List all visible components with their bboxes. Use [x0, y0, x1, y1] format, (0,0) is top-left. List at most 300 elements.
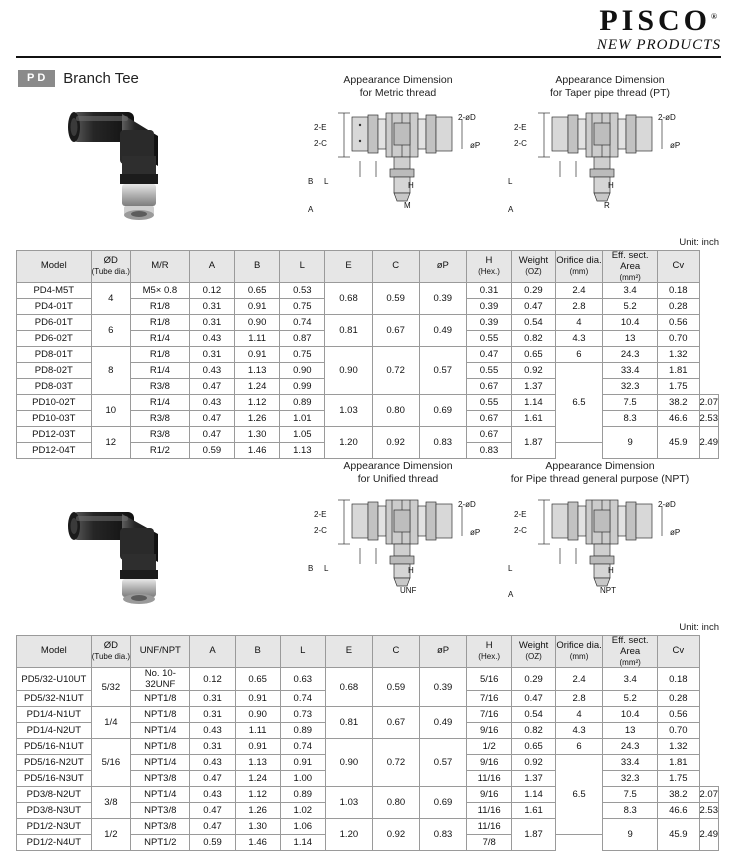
label-A: A	[508, 205, 514, 214]
cell-a: 0.12	[190, 668, 235, 691]
cell-h: 5/16	[467, 668, 512, 691]
cell-thread: R1/4	[130, 363, 189, 379]
unit-label-1: Unit: inch	[679, 237, 719, 248]
cell-model: PD5/16-N1UT	[17, 739, 92, 755]
label-L: L	[508, 177, 513, 186]
cell-b: 1.13	[235, 363, 280, 379]
cell-l: 0.89	[280, 723, 325, 739]
cell-a: 0.43	[189, 395, 234, 411]
table-row	[17, 347, 719, 363]
cell-h: 0.55	[466, 363, 511, 379]
label-2E: 2-E	[514, 123, 527, 132]
label-L: L	[508, 564, 513, 573]
cell-model: PD5/16-N3UT	[17, 771, 92, 787]
th-eff: Eff. sect. Area (mm²)	[603, 251, 658, 283]
cell-h: 7/16	[467, 707, 512, 723]
cell-model: PD4-01T	[17, 299, 92, 315]
th-unf-npt: UNF/NPT	[131, 636, 190, 668]
cell-model: PD4-M5T	[17, 283, 92, 299]
cell-h: 7/16	[467, 691, 512, 707]
cell-b: 0.91	[235, 691, 280, 707]
cell-a: 0.43	[190, 787, 235, 803]
cell-orifice: 2.4	[555, 668, 602, 691]
cell-e: 0.68	[325, 283, 372, 315]
cell-op: 0.49	[419, 707, 466, 739]
cell-weight: 0.82	[512, 723, 556, 739]
cell-weight: 0.47	[512, 691, 556, 707]
cell-weight: 0.29	[512, 283, 556, 299]
cell-thread: NPT1/4	[131, 787, 190, 803]
cell-h: 9/16	[467, 723, 512, 739]
cell-weight: 0.29	[512, 668, 556, 691]
cell-eff-area: 38.2	[658, 787, 699, 803]
cell-b: 1.12	[235, 395, 280, 411]
table-row	[17, 315, 719, 331]
cell-model: PD12-03T	[17, 427, 92, 443]
table-row	[17, 283, 719, 299]
cell-op: 0.69	[419, 787, 466, 819]
cell-model: PD6-01T	[17, 315, 92, 331]
cell-orifice: 8.3	[603, 411, 658, 427]
cell-c: 0.72	[372, 347, 419, 395]
drawing-npt	[508, 492, 681, 612]
th-weight: Weight (OZ)	[512, 251, 556, 283]
label-R: R	[604, 201, 610, 210]
label-2C: 2-C	[514, 139, 527, 148]
cell-l: 0.74	[280, 739, 325, 755]
cell-l: 1.01	[280, 411, 325, 427]
cell-h: 0.47	[466, 347, 511, 363]
cell-l: 1.06	[280, 819, 325, 835]
cell-eff-area: 5.2	[603, 299, 658, 315]
label-H: H	[608, 566, 614, 575]
cell-thread: R1/2	[130, 443, 189, 459]
label-UNF: UNF	[400, 586, 417, 595]
cell-l: 1.00	[280, 771, 325, 787]
drawing-pt	[508, 105, 681, 230]
cell-eff-area: 10.4	[603, 315, 658, 331]
label-L: L	[324, 177, 329, 186]
cell-l: 1.02	[280, 803, 325, 819]
section-tag: PD	[18, 70, 55, 87]
label-H: H	[608, 181, 614, 190]
cell-b: 1.11	[235, 723, 280, 739]
cell-model: PD5/32-U10UT	[17, 668, 92, 691]
cell-e: 1.03	[325, 395, 372, 427]
label-L: L	[324, 564, 329, 573]
cell-a: 0.43	[189, 331, 234, 347]
cell-b: 0.65	[235, 668, 280, 691]
cell-cv: 2.49	[699, 427, 719, 459]
cell-eff-area: 38.2	[658, 395, 699, 411]
label-H: H	[408, 566, 414, 575]
cell-h: 11/16	[467, 771, 512, 787]
cell-thread: R3/8	[130, 427, 189, 443]
cell-eff-area: 24.3	[603, 347, 658, 363]
cell-od: 6	[91, 315, 130, 347]
th-op: øP	[419, 251, 466, 283]
cell-weight: 0.47	[512, 299, 556, 315]
cell-l: 1.13	[280, 443, 325, 459]
caption-line1: Appearance Dimension	[555, 74, 665, 86]
cell-h: 0.67	[466, 427, 511, 443]
cell-a: 0.59	[189, 443, 234, 459]
cell-thread: NPT1/8	[131, 691, 190, 707]
cell-e: 0.90	[325, 739, 372, 787]
cell-orifice: 7.5	[603, 395, 658, 411]
cell-b: 0.90	[235, 315, 280, 331]
th-e: E	[325, 251, 372, 283]
table-row	[17, 819, 719, 835]
cell-thread: NPT3/8	[131, 771, 190, 787]
cell-model: PD10-02T	[17, 395, 92, 411]
cell-l: 0.89	[280, 787, 325, 803]
cell-cv: 2.53	[699, 803, 719, 819]
cell-model: PD1/4-N1UT	[17, 707, 92, 723]
cell-eff-area: 3.4	[603, 283, 658, 299]
th-cv: Cv	[658, 251, 699, 283]
cell-eff-area: 13	[603, 723, 658, 739]
label-2C: 2-C	[314, 139, 327, 148]
label-2oD: 2-øD	[458, 500, 476, 509]
th-weight: Weight (OZ)	[512, 636, 556, 668]
cell-thread: NPT1/8	[131, 739, 190, 755]
cell-eff-area: 32.3	[603, 771, 658, 787]
cell-od: 3/8	[91, 787, 130, 819]
cell-op: 0.57	[419, 739, 466, 787]
cell-a: 0.43	[189, 363, 234, 379]
cell-op: 0.39	[419, 668, 466, 707]
cell-orifice: 4.3	[555, 723, 602, 739]
cell-cv: 2.07	[699, 787, 719, 803]
th-a: A	[189, 251, 234, 283]
cell-a: 0.43	[190, 723, 235, 739]
brand-name: PISCO®	[599, 4, 721, 37]
figure-caption-pt	[505, 74, 715, 100]
cell-orifice: 2.8	[555, 691, 602, 707]
cell-model: PD1/4-N2UT	[17, 723, 92, 739]
cell-model: PD12-04T	[17, 443, 92, 459]
cell-c: 0.72	[372, 739, 419, 787]
unit-label-2: Unit: inch	[679, 622, 719, 633]
cell-eff-area: 13	[603, 331, 658, 347]
cell-e: 1.03	[325, 787, 372, 819]
th-l: L	[280, 636, 325, 668]
cell-eff-area: 24.3	[603, 739, 658, 755]
cell-l: 0.74	[280, 691, 325, 707]
cell-a: 0.47	[189, 379, 234, 395]
drawing-metric	[308, 105, 481, 230]
cell-cv: 0.56	[658, 707, 699, 723]
label-oP: øP	[670, 528, 681, 537]
cell-l: 0.75	[280, 347, 325, 363]
cell-weight: 1.61	[512, 411, 556, 427]
cell-a: 0.43	[190, 755, 235, 771]
cell-cv: 1.81	[658, 363, 699, 379]
brand-subtitle: NEW PRODUCTS	[596, 37, 721, 53]
product-photo-unified	[62, 500, 192, 615]
cell-weight: 0.82	[512, 331, 556, 347]
cell-b: 1.30	[235, 427, 280, 443]
cell-h: 1/2	[467, 739, 512, 755]
table-row	[17, 395, 719, 411]
cell-weight: 0.92	[512, 755, 556, 771]
spec-table-unified	[16, 635, 719, 851]
cell-op: 0.83	[419, 427, 466, 459]
th-eff: Eff. sect. Area (mm²)	[603, 636, 658, 668]
cell-cv: 0.70	[658, 723, 699, 739]
th-b: B	[235, 251, 280, 283]
cell-a: 0.31	[190, 739, 235, 755]
section-name: Branch Tee	[63, 70, 139, 87]
cell-orifice: 8.3	[603, 803, 658, 819]
cell-thread: NPT1/2	[131, 835, 190, 851]
header-divider	[16, 56, 721, 58]
cell-l: 0.87	[280, 331, 325, 347]
cell-eff-area: 32.3	[603, 379, 658, 395]
cell-od: 5/32	[91, 668, 130, 707]
cell-e: 0.81	[325, 707, 372, 739]
th-c: C	[372, 636, 419, 668]
label-B: B	[308, 564, 314, 573]
cell-orifice: 4.3	[555, 331, 602, 347]
label-A: A	[508, 590, 514, 599]
th-od: ØD (Tube dia.)	[91, 251, 130, 283]
label-2E: 2-E	[514, 510, 527, 519]
caption-line2: for Pipe thread general purpose (NPT)	[510, 473, 690, 486]
cell-model: PD8-03T	[17, 379, 92, 395]
cell-orifice: 4	[555, 315, 602, 331]
label-2E: 2-E	[314, 510, 327, 519]
cell-cv: 1.32	[658, 739, 699, 755]
table-row	[17, 739, 719, 755]
cell-thread: NPT1/8	[131, 707, 190, 723]
caption-line1: Appearance Dimension	[343, 460, 453, 472]
cell-c: 0.92	[372, 819, 419, 851]
label-B: B	[308, 177, 314, 186]
cell-weight: 1.37	[512, 379, 556, 395]
cell-weight: 1.14	[512, 395, 556, 411]
th-od: ØD (Tube dia.)	[91, 636, 130, 668]
cell-od: 4	[91, 283, 130, 315]
cell-cv: 0.56	[658, 315, 699, 331]
cell-cv: 0.18	[658, 283, 699, 299]
cell-l: 0.90	[280, 363, 325, 379]
table-row	[17, 668, 719, 691]
cell-h: 0.83	[466, 443, 511, 459]
th-model: Model	[17, 251, 92, 283]
cell-cv: 0.70	[658, 331, 699, 347]
registered-mark: ®	[711, 12, 721, 21]
cell-cv: 1.81	[658, 755, 699, 771]
cell-c: 0.59	[372, 283, 419, 315]
th-mr: M/R	[130, 251, 189, 283]
cell-h: 9/16	[467, 787, 512, 803]
cell-e: 0.81	[325, 315, 372, 347]
label-2C: 2-C	[314, 526, 327, 535]
label-2oD: 2-øD	[458, 113, 476, 122]
cell-eff-area: 45.9	[658, 427, 699, 459]
label-oP: øP	[470, 141, 481, 150]
cell-od: 5/16	[91, 739, 130, 787]
cell-cv: 0.28	[658, 299, 699, 315]
cell-a: 0.47	[190, 803, 235, 819]
cell-c: 0.67	[372, 707, 419, 739]
th-l: L	[280, 251, 325, 283]
label-2E: 2-E	[314, 123, 327, 132]
drawing-unified	[308, 492, 481, 612]
cell-b: 0.91	[235, 347, 280, 363]
cell-thread: NPT1/4	[131, 723, 190, 739]
cell-b: 1.26	[235, 803, 280, 819]
cell-b: 0.90	[235, 707, 280, 723]
cell-od: 1/4	[91, 707, 130, 739]
cell-c: 0.67	[372, 315, 419, 347]
cell-weight: 0.65	[512, 739, 556, 755]
cell-h: 0.67	[466, 379, 511, 395]
th-op: øP	[419, 636, 466, 668]
cell-od: 12	[91, 427, 130, 459]
cell-eff-area: 10.4	[603, 707, 658, 723]
cell-eff-area: 3.4	[603, 668, 658, 691]
th-c: C	[372, 251, 419, 283]
brand-header	[597, 6, 721, 53]
cell-a: 0.31	[189, 315, 234, 331]
cell-a: 0.31	[190, 691, 235, 707]
cell-thread: NPT3/8	[131, 803, 190, 819]
cell-model: PD1/2-N4UT	[17, 835, 92, 851]
cell-model: PD5/16-N2UT	[17, 755, 92, 771]
label-2oD: 2-øD	[658, 500, 676, 509]
cell-eff-area: 46.6	[658, 803, 699, 819]
cell-orifice: 4	[555, 707, 602, 723]
th-model: Model	[17, 636, 92, 668]
cell-weight: 1.87	[512, 427, 556, 459]
cell-thread: NPT1/4	[131, 755, 190, 771]
cell-orifice: 2.4	[555, 283, 602, 299]
cell-cv: 1.75	[658, 379, 699, 395]
cell-cv: 2.07	[699, 395, 719, 411]
cell-od: 10	[91, 395, 130, 427]
cell-thread: R3/8	[130, 379, 189, 395]
cell-od: 1/2	[91, 819, 130, 851]
cell-b: 0.65	[235, 283, 280, 299]
label-oP: øP	[470, 528, 481, 537]
cell-op: 0.69	[419, 395, 466, 427]
label-H: H	[408, 181, 414, 190]
caption-line1: Appearance Dimension	[545, 460, 655, 472]
th-b: B	[235, 636, 280, 668]
label-A: A	[308, 205, 314, 214]
cell-cv: 1.75	[658, 771, 699, 787]
caption-line1: Appearance Dimension	[343, 74, 453, 86]
cell-b: 1.46	[235, 443, 280, 459]
cell-cv: 0.28	[658, 691, 699, 707]
th-h: H (Hex.)	[466, 251, 511, 283]
cell-orifice: 7.5	[603, 787, 658, 803]
th-cv: Cv	[658, 636, 699, 668]
cell-weight: 1.14	[512, 787, 556, 803]
cell-h: 11/16	[467, 803, 512, 819]
cell-od: 8	[91, 347, 130, 395]
cell-op: 0.39	[419, 283, 466, 315]
cell-e: 1.20	[325, 819, 372, 851]
cell-orifice: 9	[603, 819, 658, 851]
cell-model: PD10-03T	[17, 411, 92, 427]
cell-b: 1.24	[235, 379, 280, 395]
cell-a: 0.31	[189, 299, 234, 315]
cell-weight: 0.54	[512, 707, 556, 723]
cell-b: 1.26	[235, 411, 280, 427]
cell-e: 1.20	[325, 427, 372, 459]
cell-l: 0.53	[280, 283, 325, 299]
cell-thread: R3/8	[130, 411, 189, 427]
cell-thread: NPT3/8	[131, 819, 190, 835]
cell-l: 1.05	[280, 427, 325, 443]
cell-c: 0.80	[372, 395, 419, 427]
figure-caption-npt	[478, 460, 722, 486]
cell-thread: R1/8	[130, 347, 189, 363]
cell-l: 1.14	[280, 835, 325, 851]
cell-cv: 1.32	[658, 347, 699, 363]
cell-model: PD3/8-N2UT	[17, 787, 92, 803]
cell-model: PD3/8-N3UT	[17, 803, 92, 819]
cell-op: 0.83	[419, 819, 466, 851]
cell-b: 0.91	[235, 739, 280, 755]
cell-l: 0.73	[280, 707, 325, 723]
cell-b: 0.91	[235, 299, 280, 315]
cell-thread: R1/8	[130, 299, 189, 315]
cell-orifice: 6	[555, 347, 602, 363]
cell-op: 0.57	[419, 347, 466, 395]
cell-eff-area: 5.2	[603, 691, 658, 707]
label-2oD: 2-øD	[658, 113, 676, 122]
cell-a: 0.47	[189, 427, 234, 443]
th-h: H (Hex.)	[467, 636, 512, 668]
cell-h: 7/8	[467, 835, 512, 851]
cell-thread: R1/8	[130, 315, 189, 331]
cell-e: 0.90	[325, 347, 372, 395]
cell-c: 0.59	[372, 668, 419, 707]
table-row	[17, 427, 719, 443]
cell-cv: 0.18	[658, 668, 699, 691]
cell-thread: R1/4	[130, 395, 189, 411]
spec-table-metric-body	[17, 283, 719, 459]
cell-b: 1.13	[235, 755, 280, 771]
cell-eff-area: 46.6	[658, 411, 699, 427]
th-e: E	[325, 636, 372, 668]
cell-l: 0.89	[280, 395, 325, 411]
product-photo-metric	[62, 100, 192, 230]
cell-a: 0.59	[190, 835, 235, 851]
cell-eff-area: 33.4	[603, 755, 658, 771]
figure-caption-unified	[305, 460, 491, 486]
cell-b: 1.46	[235, 835, 280, 851]
cell-orifice: 2.8	[555, 299, 602, 315]
cell-e: 0.68	[325, 668, 372, 707]
cell-eff-area: 45.9	[658, 819, 699, 851]
th-orifice: Orifice dia. (mm)	[555, 251, 602, 283]
cell-a: 0.31	[189, 347, 234, 363]
label-M: M	[404, 201, 411, 210]
cell-orifice: 6	[555, 739, 602, 755]
cell-c: 0.80	[372, 787, 419, 819]
caption-line2: for Taper pipe thread (PT)	[549, 87, 671, 100]
cell-model: PD8-01T	[17, 347, 92, 363]
cell-h: 0.31	[466, 283, 511, 299]
cell-l: 0.63	[280, 668, 325, 691]
caption-line2: for Metric thread	[359, 87, 437, 100]
